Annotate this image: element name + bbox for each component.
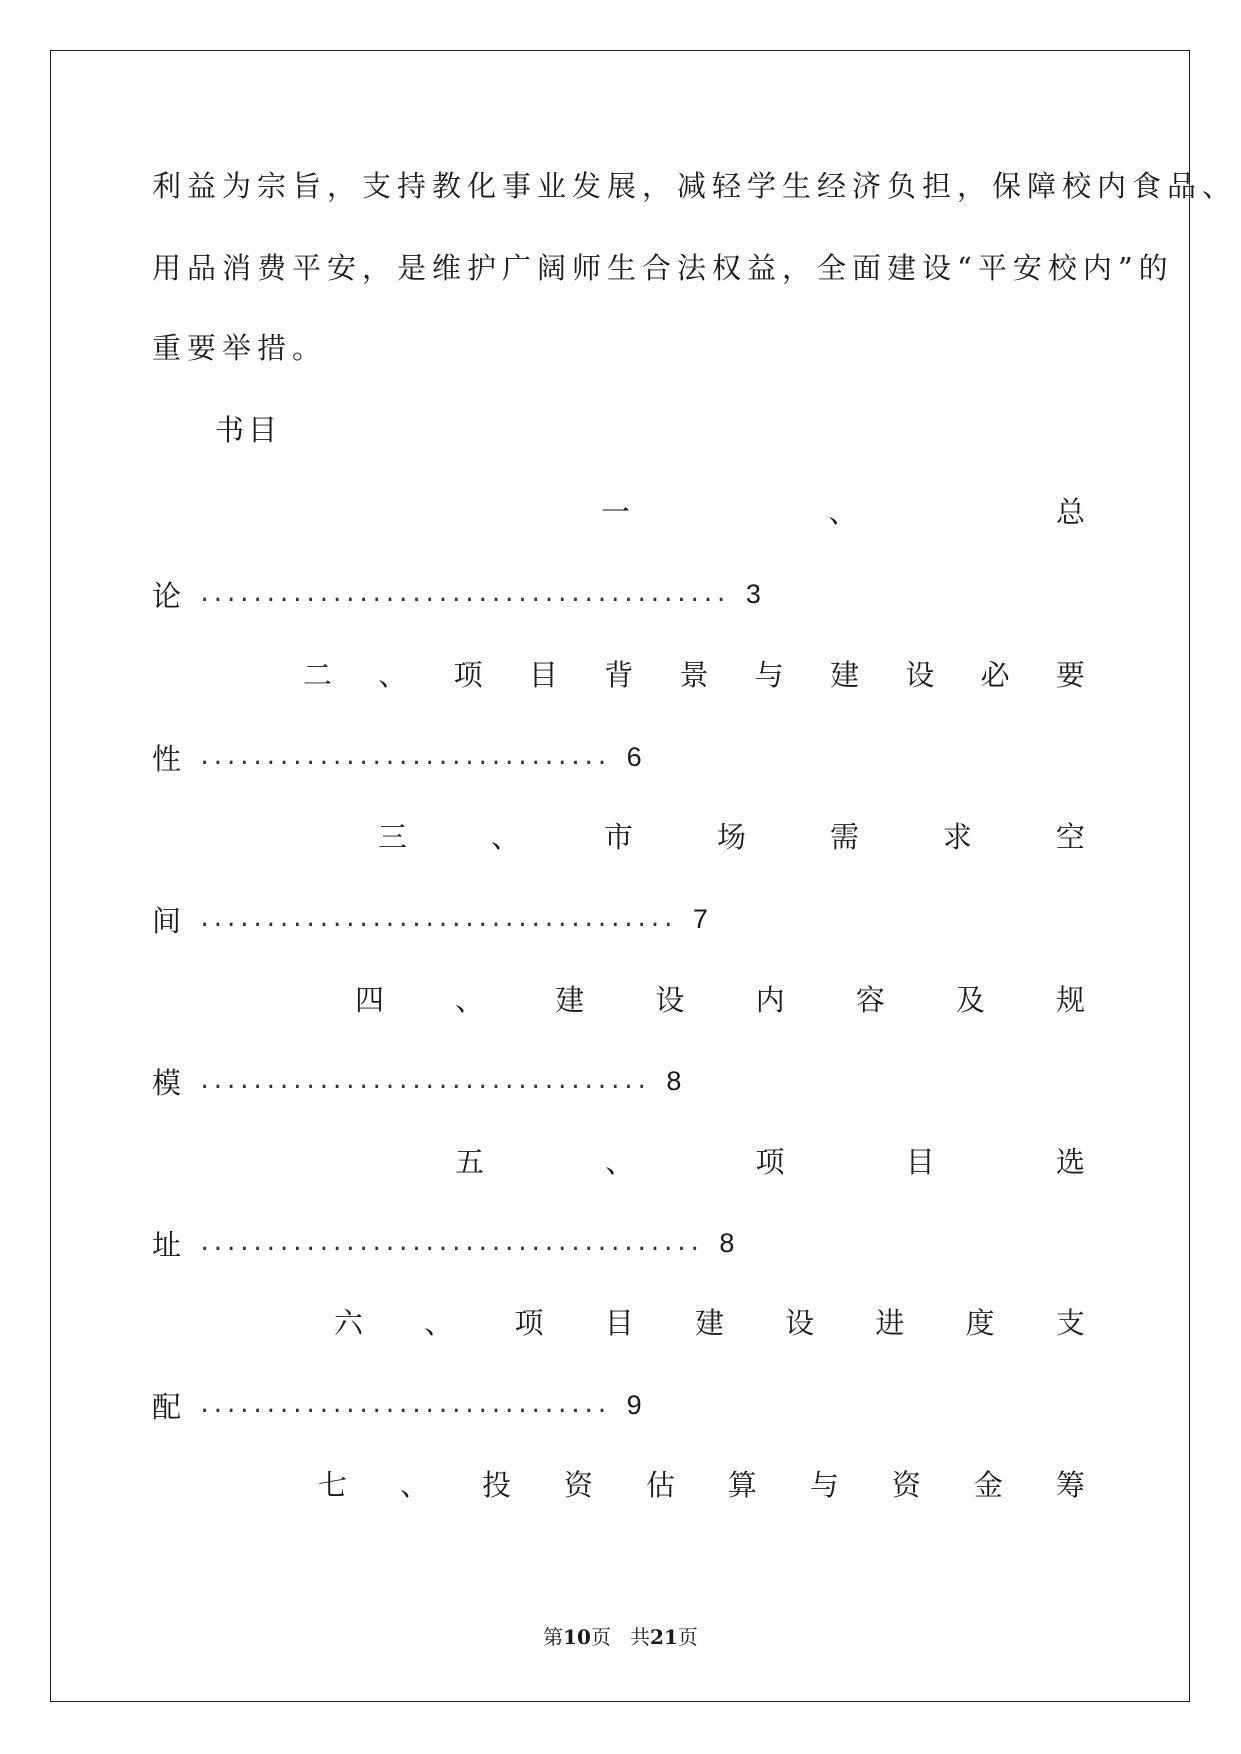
toc-title-char: 容: [855, 983, 885, 1017]
toc-title-char: 背: [604, 658, 634, 692]
footer-suffix: 页: [677, 1625, 698, 1649]
toc-page-number: 8: [719, 1227, 735, 1258]
toc-title-char: 规: [1055, 983, 1085, 1017]
paragraph-line-3: 重要举措。: [152, 331, 328, 365]
toc-leader-dots: ...............................: [198, 744, 609, 770]
toc-title-char: 必: [980, 658, 1010, 692]
toc-title-char: 资: [891, 1468, 921, 1502]
toc-leader-dots: ........................................: [198, 581, 728, 607]
toc-title-char: 与: [754, 658, 784, 692]
toc-title-char: 及: [955, 983, 985, 1017]
toc-lead-char: 模: [152, 1065, 182, 1100]
toc-title-char: 支: [1055, 1306, 1085, 1340]
toc-title-char: 空: [1055, 820, 1085, 854]
toc-title-char: 进: [875, 1306, 905, 1340]
toc-title-char: 目: [528, 658, 558, 692]
toc-title-char: 内: [755, 983, 785, 1017]
toc-title-char: 五: [455, 1145, 485, 1179]
toc-leader-dots: ....................................: [198, 906, 675, 932]
toc-entry-4-leader[interactable]: [152, 1064, 681, 1098]
toc-title-char: 建: [830, 658, 860, 692]
toc-title-char: 估: [645, 1468, 675, 1502]
toc-page-number: 9: [626, 1389, 642, 1420]
toc-title-char: 、: [378, 658, 408, 692]
toc-title-char: 、: [455, 983, 485, 1017]
toc-entry-6-title[interactable]: [334, 1306, 1085, 1340]
toc-heading: 书目: [215, 413, 282, 447]
toc-leader-dots: ..................................: [198, 1068, 649, 1094]
toc-title-char: 设: [655, 983, 685, 1017]
toc-entry-3-leader[interactable]: [152, 902, 708, 936]
paragraph-line-1: 利益为宗旨，支持教化事业发展，减轻学生经济负担，保障校内食品、: [152, 169, 1238, 203]
toc-entry-1-leader[interactable]: [152, 577, 761, 611]
toc-title-char: 目: [604, 1306, 634, 1340]
toc-entry-5-leader[interactable]: [152, 1226, 734, 1260]
toc-title-char: 要: [1055, 658, 1085, 692]
toc-lead-char: 配: [152, 1389, 182, 1424]
toc-title-char: 、: [490, 820, 520, 854]
toc-title-char: 需: [829, 820, 859, 854]
toc-page-number: 7: [692, 903, 708, 934]
toc-title-char: 建: [555, 983, 585, 1017]
toc-page-number: 3: [745, 578, 761, 609]
toc-title-char: 金: [973, 1468, 1003, 1502]
toc-title-char: 市: [603, 820, 633, 854]
toc-title-char: 求: [942, 820, 972, 854]
toc-leader-dots: ...............................: [198, 1392, 609, 1418]
toc-title-char: 筹: [1055, 1468, 1085, 1502]
toc-lead-char: 性: [152, 741, 182, 776]
toc-title-char: 设: [905, 658, 935, 692]
toc-title-char: 项: [514, 1306, 544, 1340]
toc-entry-2-title[interactable]: [303, 658, 1085, 692]
toc-entry-5-title[interactable]: [455, 1145, 1085, 1179]
page-border: [50, 50, 1190, 1702]
toc-page-number: 8: [666, 1065, 682, 1096]
toc-entry-7-title[interactable]: [318, 1468, 1085, 1502]
toc-title-char: 与: [809, 1468, 839, 1502]
toc-lead-char: 址: [152, 1227, 182, 1262]
toc-entry-6-leader[interactable]: [152, 1388, 642, 1422]
toc-title-char: 投: [481, 1468, 511, 1502]
toc-lead-char: 论: [152, 578, 182, 613]
toc-title-char: 设: [785, 1306, 815, 1340]
toc-title-char: 三: [378, 820, 408, 854]
toc-entry-1-title[interactable]: [601, 495, 1085, 529]
toc-title-char: 、: [828, 495, 858, 529]
toc-title-char: 项: [453, 658, 483, 692]
toc-entry-4-title[interactable]: [355, 983, 1085, 1017]
toc-title-char: 项: [755, 1145, 785, 1179]
page-footer: [0, 1624, 1241, 1650]
toc-title-char: 景: [679, 658, 709, 692]
toc-title-char: 目: [905, 1145, 935, 1179]
toc-title-char: 一: [601, 495, 631, 529]
toc-title-char: 资: [563, 1468, 593, 1502]
toc-title-char: 总: [1055, 495, 1085, 529]
toc-title-char: 选: [1055, 1145, 1085, 1179]
toc-page-number: 6: [626, 741, 642, 772]
footer-middle: 页 共: [590, 1625, 651, 1649]
footer-total-pages: 21: [650, 1625, 678, 1649]
toc-title-char: 七: [318, 1468, 348, 1502]
toc-title-char: 建: [694, 1306, 724, 1340]
toc-entry-2-leader[interactable]: [152, 740, 642, 774]
footer-current-page: 10: [563, 1625, 591, 1649]
toc-title-char: 、: [424, 1306, 454, 1340]
toc-entry-3-title[interactable]: [378, 820, 1085, 854]
toc-title-char: 四: [355, 983, 385, 1017]
toc-lead-char: 间: [152, 903, 182, 938]
paragraph-line-2: 用品消费平安，是维护广阔师生合法权益，全面建设“平安校内”的: [152, 251, 1174, 285]
toc-leader-dots: ......................................: [198, 1230, 702, 1256]
toc-title-char: 算: [727, 1468, 757, 1502]
toc-title-char: 场: [716, 820, 746, 854]
toc-title-char: 度: [965, 1306, 995, 1340]
toc-title-char: 六: [334, 1306, 364, 1340]
toc-title-char: 、: [399, 1468, 429, 1502]
toc-title-char: 二: [303, 658, 333, 692]
toc-title-char: 、: [605, 1145, 635, 1179]
footer-prefix: 第: [543, 1625, 564, 1649]
